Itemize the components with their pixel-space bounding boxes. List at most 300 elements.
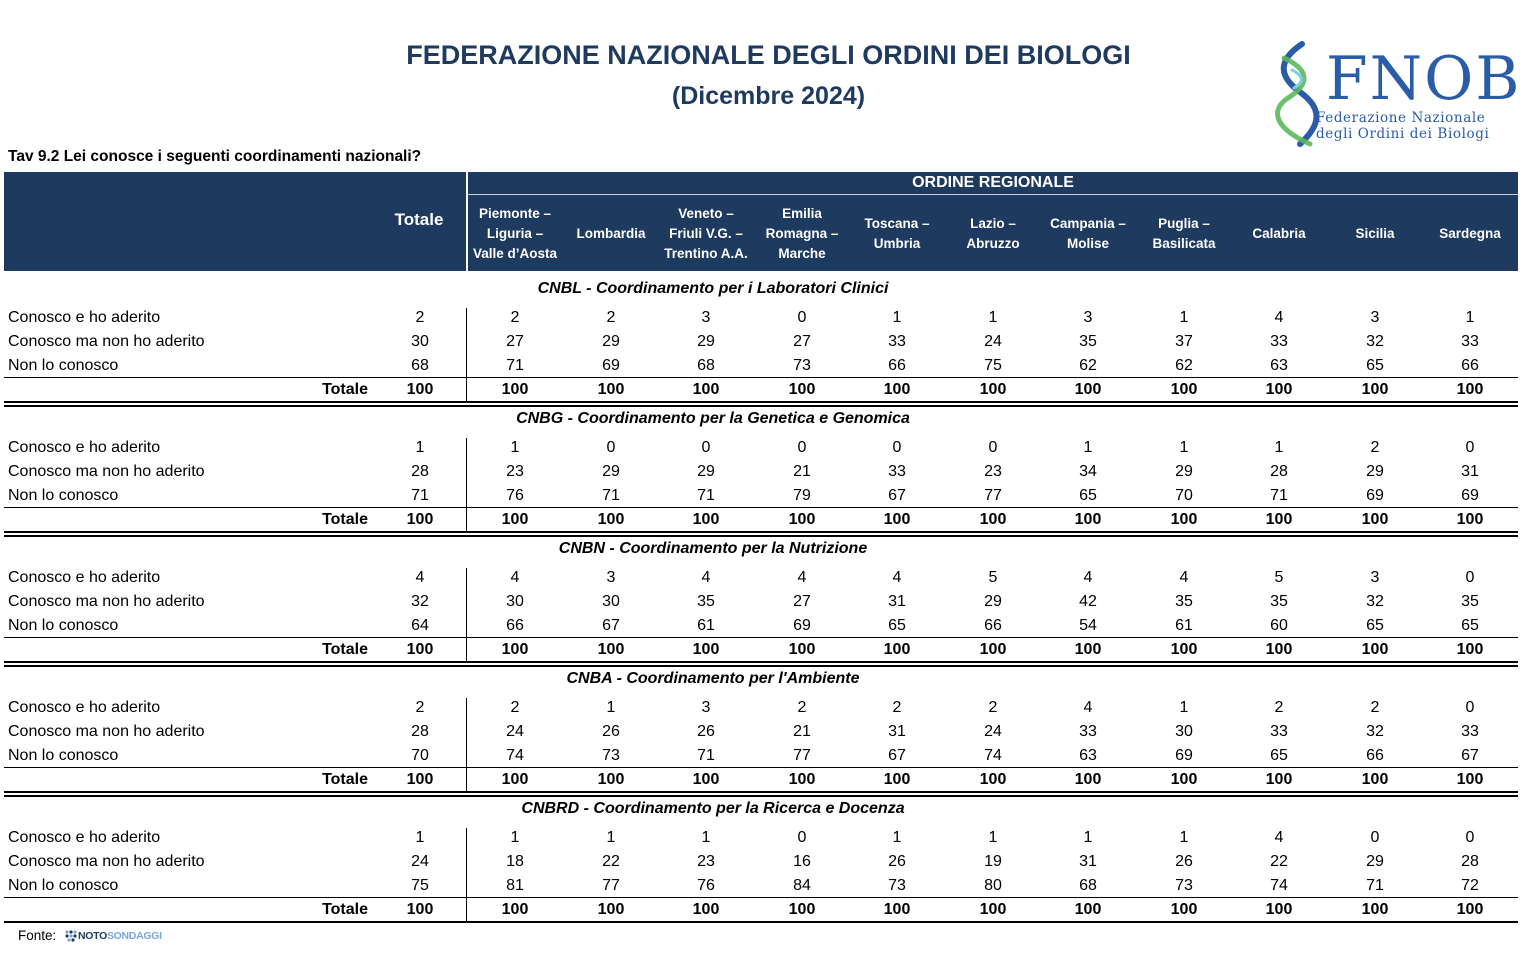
table-cell: 75	[984, 357, 1002, 374]
table-cell: 33	[1079, 723, 1097, 740]
section-bottom-rule-double	[4, 535, 1518, 537]
table-cell: 0	[1465, 439, 1475, 456]
table-cell: 80	[984, 877, 1002, 894]
table-cell: 71	[411, 487, 429, 504]
table-cell: 35	[697, 593, 715, 610]
table-cell: 76	[697, 877, 715, 894]
table-cell: 4	[510, 569, 520, 586]
table-header	[4, 172, 1518, 271]
table-cell: 24	[506, 723, 524, 740]
table-cell: 23	[984, 463, 1002, 480]
source-logo-text: NOTOSONDAGGI	[78, 930, 162, 942]
table-cell: 37	[1175, 333, 1193, 350]
table-cell: 66	[888, 357, 906, 374]
header-region-8: Calabria	[1252, 225, 1306, 241]
table-cell: 1	[1274, 439, 1284, 456]
table-cell: 2	[606, 309, 616, 326]
table-cell: 32	[1366, 333, 1384, 350]
header-region-0: Piemonte – Liguria – Valle d’Aosta	[472, 205, 558, 261]
total-cell: 100	[501, 511, 529, 528]
table-cell: 74	[506, 747, 524, 764]
table-cell: 3	[701, 309, 711, 326]
total-label: Totale	[322, 771, 368, 788]
row-label: Conosco ma non ho aderito	[8, 723, 205, 740]
table-cell: 28	[411, 723, 429, 740]
total-cell: 100	[406, 771, 434, 788]
total-label: Totale	[322, 641, 368, 658]
table-cell: 4	[892, 569, 902, 586]
table-cell: 2	[1370, 439, 1380, 456]
table-cell: 21	[793, 463, 811, 480]
table-cell: 69	[602, 357, 620, 374]
total-cell: 100	[1074, 381, 1102, 398]
table-cell: 30	[411, 333, 429, 350]
total-cell: 100	[979, 511, 1007, 528]
row-label: Non lo conosco	[8, 877, 119, 894]
table-cell: 71	[602, 487, 620, 504]
table-cell: 4	[1274, 309, 1284, 326]
total-cell: 100	[1361, 771, 1389, 788]
table-cell: 0	[1465, 699, 1475, 716]
table-cell: 65	[1461, 617, 1479, 634]
total-cell: 100	[788, 511, 816, 528]
total-cell: 100	[883, 771, 911, 788]
table-cell: 65	[1366, 357, 1384, 374]
table-cell: 30	[602, 593, 620, 610]
header-group-underline	[468, 194, 1518, 195]
table-cell: 69	[1461, 487, 1479, 504]
table-cell: 35	[1270, 593, 1288, 610]
row-label: Conosco e ho aderito	[8, 569, 161, 586]
table-cell: 1	[1179, 829, 1189, 846]
table-cell: 68	[411, 357, 429, 374]
table-cell: 65	[1366, 617, 1384, 634]
table-cell: 66	[506, 617, 524, 634]
row-label: Conosco e ho aderito	[8, 829, 161, 846]
header-ordine-regionale: ORDINE REGIONALE	[912, 174, 1074, 191]
row-label: Conosco e ho aderito	[8, 309, 161, 326]
total-cell: 100	[788, 641, 816, 658]
table-cell: 4	[415, 569, 425, 586]
table-cell: 35	[1461, 593, 1479, 610]
header-region-2: Veneto – Friuli V.G. – Trentino A.A.	[664, 205, 748, 261]
table-cell: 1	[892, 309, 902, 326]
total-cell: 100	[406, 511, 434, 528]
table-cell: 73	[1175, 877, 1193, 894]
table-cell: 63	[1079, 747, 1097, 764]
table-cell: 2	[988, 699, 998, 716]
table-cell: 61	[697, 617, 715, 634]
total-cell: 100	[597, 771, 625, 788]
table-cell: 68	[1079, 877, 1097, 894]
table-cell: 35	[1079, 333, 1097, 350]
table-cell: 77	[984, 487, 1002, 504]
table-cell: 0	[892, 439, 902, 456]
total-cell: 100	[1361, 641, 1389, 658]
total-rule	[4, 897, 1518, 898]
table-cell: 32	[1366, 723, 1384, 740]
table-cell: 29	[984, 593, 1002, 610]
row-label: Non lo conosco	[8, 617, 119, 634]
total-rule	[4, 377, 1518, 378]
total-cell: 100	[692, 901, 720, 918]
table-cell: 4	[1083, 569, 1093, 586]
table-cell: 1	[510, 829, 520, 846]
table-cell: 26	[1175, 853, 1193, 870]
total-cell: 100	[1074, 901, 1102, 918]
table-cell: 75	[411, 877, 429, 894]
table-cell: 21	[793, 723, 811, 740]
total-cell: 100	[406, 381, 434, 398]
table-cell: 29	[602, 333, 620, 350]
total-cell: 100	[979, 901, 1007, 918]
total-cell: 100	[883, 641, 911, 658]
table-cell: 62	[1079, 357, 1097, 374]
section-bottom-rule	[4, 401, 1518, 403]
table-cell: 42	[1079, 593, 1097, 610]
total-cell: 100	[788, 901, 816, 918]
table-cell: 1	[1179, 699, 1189, 716]
table-cell: 33	[1461, 723, 1479, 740]
total-cell: 100	[1265, 381, 1293, 398]
table-cell: 2	[1274, 699, 1284, 716]
total-cell: 100	[883, 901, 911, 918]
table-cell: 71	[1366, 877, 1384, 894]
table-cell: 0	[701, 439, 711, 456]
total-cell: 100	[406, 901, 434, 918]
table-cell: 61	[1175, 617, 1193, 634]
section-divider	[466, 698, 467, 792]
total-cell: 100	[1361, 381, 1389, 398]
table-cell: 5	[988, 569, 998, 586]
fnob-logo	[1270, 40, 1520, 150]
section-title: CNBG - Coordinamento per la Genetica e Genomica	[516, 410, 910, 427]
table-cell: 84	[793, 877, 811, 894]
table-cell: 4	[1083, 699, 1093, 716]
total-cell: 100	[1265, 511, 1293, 528]
table-cell: 3	[1370, 569, 1380, 586]
total-rule	[4, 637, 1518, 638]
section-bottom-rule-double	[4, 405, 1518, 407]
table-cell: 3	[606, 569, 616, 586]
table-cell: 31	[1079, 853, 1097, 870]
logo-letters: FNOB	[1326, 44, 1522, 114]
table-cell: 70	[1175, 487, 1193, 504]
total-cell: 100	[1265, 771, 1293, 788]
total-cell: 100	[1456, 901, 1484, 918]
table-cell: 0	[988, 439, 998, 456]
section-title: CNBN - Coordinamento per la Nutrizione	[558, 540, 868, 557]
table-cell: 28	[1270, 463, 1288, 480]
table-cell: 77	[793, 747, 811, 764]
table-cell: 1	[1179, 309, 1189, 326]
table-cell: 74	[984, 747, 1002, 764]
table-cell: 24	[411, 853, 429, 870]
table-cell: 30	[1175, 723, 1193, 740]
table-cell: 65	[888, 617, 906, 634]
table-cell: 28	[411, 463, 429, 480]
table-cell: 3	[701, 699, 711, 716]
table-cell: 72	[1461, 877, 1479, 894]
row-label: Conosco e ho aderito	[8, 699, 161, 716]
table-cell: 4	[1179, 569, 1189, 586]
table-cell: 74	[1270, 877, 1288, 894]
table-cell: 29	[602, 463, 620, 480]
table-cell: 66	[984, 617, 1002, 634]
total-cell: 100	[597, 381, 625, 398]
table-cell: 1	[415, 439, 425, 456]
table-cell: 22	[1270, 853, 1288, 870]
header-region-7: Puglia – Basilicata	[1152, 215, 1216, 251]
table-cell: 2	[510, 699, 520, 716]
section-divider	[466, 828, 467, 922]
table-cell: 32	[1366, 593, 1384, 610]
total-rule	[4, 767, 1518, 768]
total-cell: 100	[1074, 771, 1102, 788]
table-cell: 4	[701, 569, 711, 586]
total-cell: 100	[1074, 511, 1102, 528]
total-cell: 100	[1170, 381, 1198, 398]
table-cell: 70	[411, 747, 429, 764]
table-cell: 34	[1079, 463, 1097, 480]
table-cell: 60	[1270, 617, 1288, 634]
total-cell: 100	[501, 771, 529, 788]
table-cell: 32	[411, 593, 429, 610]
header-region-4: Toscana – Umbria	[864, 215, 930, 251]
table-cell: 27	[793, 333, 811, 350]
table-cell: 5	[1274, 569, 1284, 586]
table-cell: 68	[697, 357, 715, 374]
table-cell: 73	[602, 747, 620, 764]
table-cell: 3	[1083, 309, 1093, 326]
table-cell: 28	[1461, 853, 1479, 870]
source-label: Fonte:	[18, 928, 57, 943]
table-cell: 65	[1079, 487, 1097, 504]
header-region-5: Lazio – Abruzzo	[966, 215, 1020, 251]
table-cell: 33	[888, 333, 906, 350]
page-title: FEDERAZIONE NAZIONALE DEGLI ORDINI DEI BIOLOGI	[406, 40, 1131, 70]
section-title: CNBRD - Coordinamento per la Ricerca e Docenza	[521, 800, 905, 817]
table-cell: 27	[793, 593, 811, 610]
table-cell: 0	[797, 309, 807, 326]
header-region-3: Emilia Romagna – Marche	[765, 205, 839, 261]
section-divider	[466, 308, 467, 402]
table-cell: 2	[415, 309, 425, 326]
table-cell: 0	[1465, 569, 1475, 586]
total-cell: 100	[501, 641, 529, 658]
table-cell: 1	[606, 829, 616, 846]
table-cell: 4	[797, 569, 807, 586]
header-region-9: Sicilia	[1355, 225, 1395, 241]
table-cell: 66	[1461, 357, 1479, 374]
table-cell: 0	[797, 829, 807, 846]
total-cell: 100	[979, 771, 1007, 788]
total-cell: 100	[1170, 511, 1198, 528]
total-cell: 100	[692, 511, 720, 528]
table-cell: 31	[888, 723, 906, 740]
table-cell: 1	[1179, 439, 1189, 456]
total-cell: 100	[597, 901, 625, 918]
table-cell: 1	[892, 829, 902, 846]
table-cell: 71	[697, 487, 715, 504]
table-cell: 33	[1270, 723, 1288, 740]
table-cell: 63	[1270, 357, 1288, 374]
table-cell: 67	[602, 617, 620, 634]
table-cell: 76	[506, 487, 524, 504]
total-cell: 100	[1170, 771, 1198, 788]
page-subtitle: (Dicembre 2024)	[671, 82, 866, 110]
total-cell: 100	[1170, 641, 1198, 658]
section-bottom-rule-double	[4, 795, 1518, 797]
table-cell: 71	[697, 747, 715, 764]
section-bottom-rule	[4, 921, 1518, 923]
table-cell: 29	[697, 463, 715, 480]
table-cell: 67	[888, 747, 906, 764]
table-cell: 1	[988, 309, 998, 326]
total-cell: 100	[1456, 381, 1484, 398]
total-cell: 100	[501, 381, 529, 398]
table-cell: 23	[697, 853, 715, 870]
total-cell: 100	[1265, 641, 1293, 658]
table-cell: 23	[506, 463, 524, 480]
table-cell: 26	[697, 723, 715, 740]
total-cell: 100	[1361, 901, 1389, 918]
table-cell: 31	[1461, 463, 1479, 480]
table-cell: 22	[602, 853, 620, 870]
table-cell: 79	[793, 487, 811, 504]
table-cell: 33	[1270, 333, 1288, 350]
table-cell: 69	[793, 617, 811, 634]
table-cell: 0	[797, 439, 807, 456]
total-cell: 100	[406, 641, 434, 658]
table-cell: 30	[506, 593, 524, 610]
header-region-10: Sardegna	[1439, 225, 1501, 241]
table-cell: 1	[510, 439, 520, 456]
table-cell: 67	[1461, 747, 1479, 764]
table-cell: 19	[984, 853, 1002, 870]
total-cell: 100	[1456, 771, 1484, 788]
total-cell: 100	[1456, 641, 1484, 658]
table-cell: 64	[411, 617, 429, 634]
row-label: Conosco ma non ho aderito	[8, 333, 205, 350]
table-cell: 29	[697, 333, 715, 350]
table-caption: Tav 9.2 Lei conosce i seguenti coordinamenti nazionali?	[8, 148, 422, 165]
table-cell: 66	[1366, 747, 1384, 764]
section-title: CNBL - Coordinamento per i Laboratori Clinici	[537, 280, 889, 297]
table-cell: 2	[510, 309, 520, 326]
row-label: Non lo conosco	[8, 747, 119, 764]
total-cell: 100	[1170, 901, 1198, 918]
total-cell: 100	[883, 511, 911, 528]
table-cell: 29	[1175, 463, 1193, 480]
table-cell: 24	[984, 333, 1002, 350]
table-cell: 0	[1465, 829, 1475, 846]
table-cell: 29	[1366, 853, 1384, 870]
row-label: Non lo conosco	[8, 357, 119, 374]
table-cell: 3	[1370, 309, 1380, 326]
total-rule	[4, 507, 1518, 508]
table-cell: 67	[888, 487, 906, 504]
row-label: Non lo conosco	[8, 487, 119, 504]
table-cell: 31	[888, 593, 906, 610]
source-logo	[64, 926, 162, 946]
total-cell: 100	[788, 381, 816, 398]
table-cell: 2	[415, 699, 425, 716]
source-logo-icon	[64, 929, 78, 943]
total-cell: 100	[692, 771, 720, 788]
table-cell: 1	[1083, 439, 1093, 456]
table-cell: 26	[602, 723, 620, 740]
table-cell: 73	[888, 877, 906, 894]
section-bottom-rule	[4, 661, 1518, 663]
logo-tagline-1: Federazione Nazionale	[1316, 110, 1486, 126]
table-cell: 24	[984, 723, 1002, 740]
total-cell: 100	[883, 381, 911, 398]
table-cell: 1	[1465, 309, 1475, 326]
table-cell: 69	[1175, 747, 1193, 764]
table-cell: 4	[1274, 829, 1284, 846]
table-cell: 2	[892, 699, 902, 716]
table-cell: 1	[988, 829, 998, 846]
total-cell: 100	[597, 511, 625, 528]
total-cell: 100	[1361, 511, 1389, 528]
header-region-6: Campania – Molise	[1050, 215, 1126, 251]
section-divider	[466, 438, 467, 532]
header-totale: Totale	[394, 210, 444, 229]
total-cell: 100	[788, 771, 816, 788]
table-cell: 33	[888, 463, 906, 480]
total-cell: 100	[1074, 641, 1102, 658]
table-cell: 16	[793, 853, 811, 870]
row-label: Conosco ma non ho aderito	[8, 853, 205, 870]
table-cell: 2	[1370, 699, 1380, 716]
table-cell: 1	[1083, 829, 1093, 846]
table-cell: 54	[1079, 617, 1097, 634]
header-region-1: Lombardia	[576, 225, 646, 241]
total-cell: 100	[692, 381, 720, 398]
table-cell: 26	[888, 853, 906, 870]
table-cell: 69	[1366, 487, 1384, 504]
section-bottom-rule	[4, 531, 1518, 533]
total-cell: 100	[597, 641, 625, 658]
total-cell: 100	[1265, 901, 1293, 918]
table-cell: 0	[1370, 829, 1380, 846]
table-cell: 81	[506, 877, 524, 894]
table-cell: 27	[506, 333, 524, 350]
table-cell: 62	[1175, 357, 1193, 374]
table-cell: 77	[602, 877, 620, 894]
table-cell: 1	[606, 699, 616, 716]
table-cell: 18	[506, 853, 524, 870]
total-label: Totale	[322, 901, 368, 918]
total-cell: 100	[979, 641, 1007, 658]
total-cell: 100	[979, 381, 1007, 398]
total-cell: 100	[1456, 511, 1484, 528]
section-title: CNBA - Coordinamento per l'Ambiente	[566, 670, 860, 687]
section-divider	[466, 568, 467, 662]
table-cell: 71	[506, 357, 524, 374]
total-label: Totale	[322, 381, 368, 398]
row-label: Conosco ma non ho aderito	[8, 593, 205, 610]
table-cell: 35	[1175, 593, 1193, 610]
section-bottom-rule-double	[4, 665, 1518, 667]
section-bottom-rule	[4, 791, 1518, 793]
total-label: Totale	[322, 511, 368, 528]
table-cell: 65	[1270, 747, 1288, 764]
logo-tagline-2: degli Ordini dei Biologi	[1316, 126, 1490, 142]
table-cell: 1	[415, 829, 425, 846]
table-cell: 2	[797, 699, 807, 716]
